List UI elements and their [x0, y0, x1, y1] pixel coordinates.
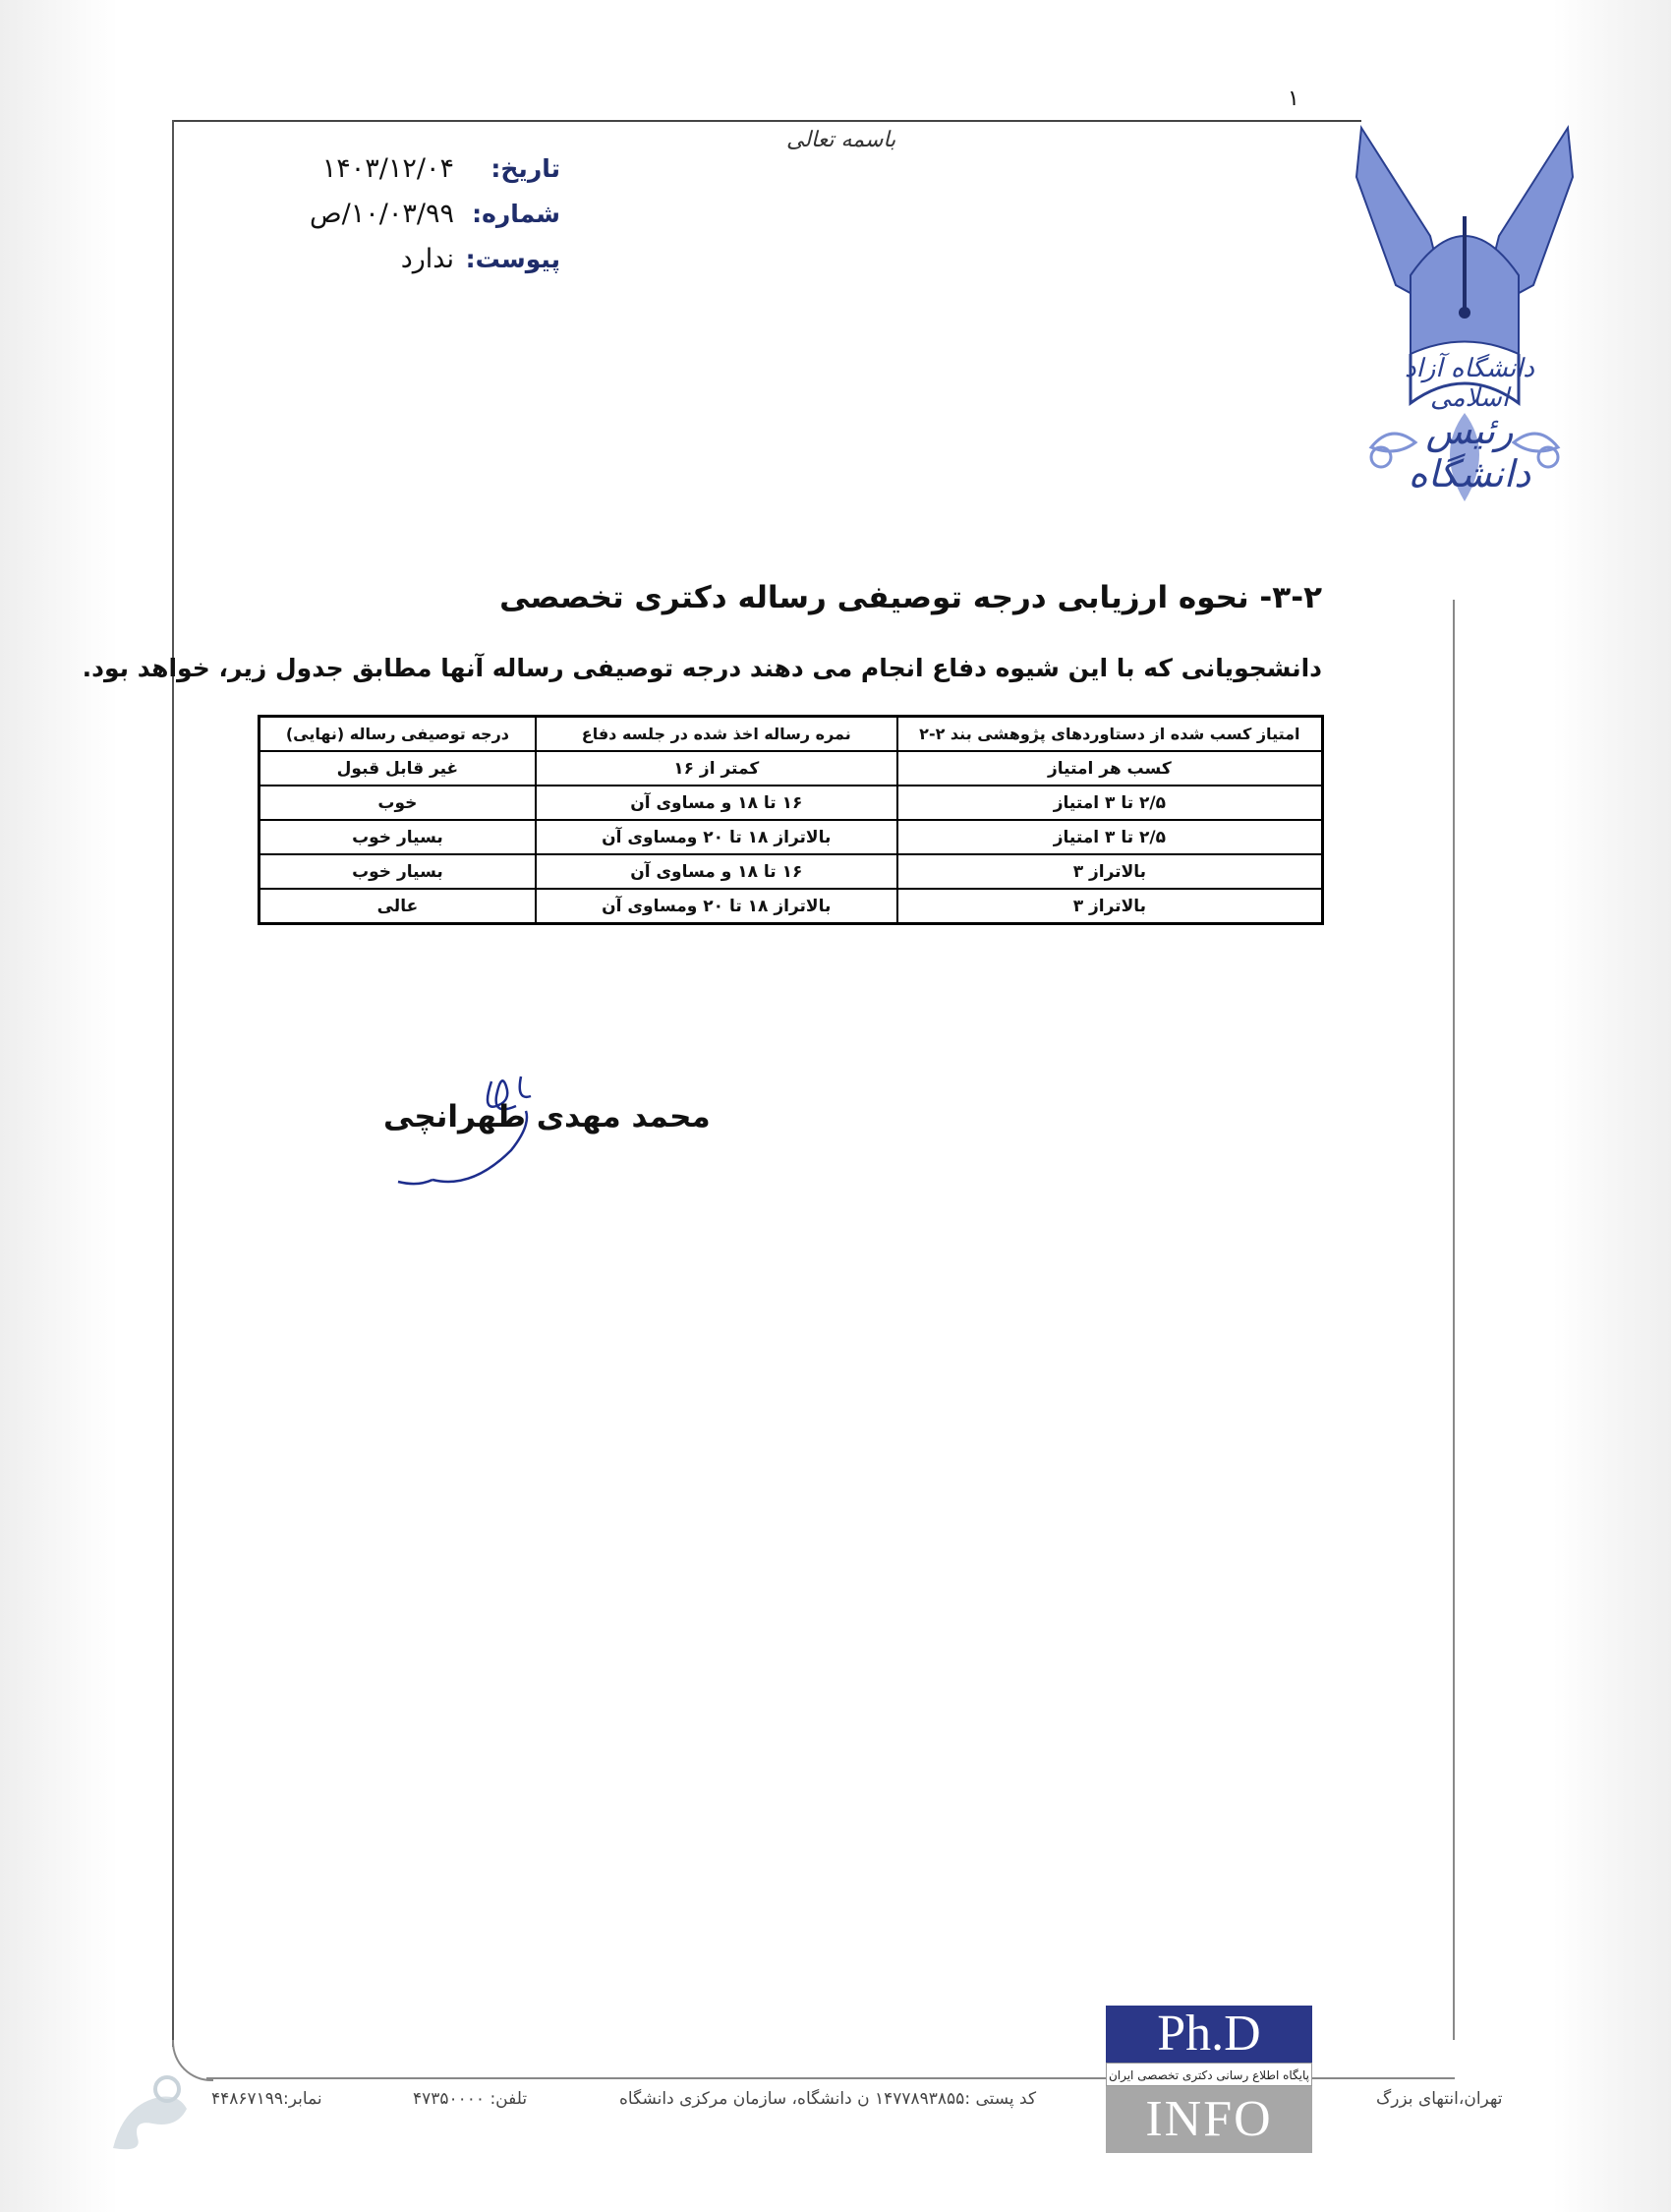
footer-postal-code: کد پستی :۱۴۷۷۸۹۳۸۵۵	[875, 2089, 1037, 2109]
university-name: دانشگاه آزاد اسلامی	[1405, 354, 1534, 413]
letter-header-meta	[246, 146, 560, 281]
page-number: ۱	[1288, 87, 1299, 111]
frame-top-line	[172, 120, 1361, 122]
university-seal-text	[1371, 354, 1568, 495]
number-row	[246, 191, 560, 236]
table-cell: بالاتراز ۳	[897, 854, 1323, 889]
number-value: ۱۰/۰۳/۹۹/ص	[310, 198, 454, 229]
basmala: باسمه تعالی	[786, 128, 896, 152]
frame-right-line	[1453, 600, 1455, 2040]
number-label: شماره:	[472, 199, 560, 228]
grading-table	[258, 715, 1324, 925]
date-row	[246, 146, 560, 191]
table-row	[259, 854, 1323, 889]
footer-address	[619, 2089, 1036, 2109]
table-header-row	[259, 717, 1323, 752]
footer-fax: نمابر:۴۴۸۶۷۱۹۹	[211, 2089, 322, 2109]
date-value: ۱۴۰۳/۱۲/۰۴	[321, 152, 454, 184]
table-row	[259, 889, 1323, 924]
table-cell: بالاتراز ۳	[897, 889, 1323, 924]
intro-paragraph: دانشجویانی که با این شیوه دفاع انجام می دهند درجه توصیفی رساله آنها مطابق جدول زیر، خواهد بود.	[82, 654, 1322, 682]
table-cell: غیر قابل قبول	[259, 751, 536, 786]
attachment-label: پیوست:	[465, 244, 560, 273]
table-cell: کسب هر امتیاز	[897, 751, 1323, 786]
phd-info-badge	[1106, 2006, 1312, 2153]
attachment-value: ندارد	[400, 243, 454, 274]
table-row	[259, 751, 1323, 786]
table-cell: ۱۶ تا ۱۸ و مساوی آن	[536, 786, 897, 820]
footer-phone: تلفن: ۴۷۳۵۰۰۰۰	[413, 2089, 528, 2109]
table-cell: کمتر از ۱۶	[536, 751, 897, 786]
table-cell: بسیار خوب	[259, 820, 536, 854]
column-header: درجه توصیفی رساله (نهایی)	[259, 717, 536, 752]
president-title: رئیس دانشگاه	[1408, 409, 1531, 495]
table-cell: بالاتراز ۱۸ تا ۲۰ ومساوی آن	[536, 820, 897, 854]
phd-badge-bottom: INFO	[1106, 2086, 1312, 2153]
column-header: امتیاز کسب شده از دستاوردهای پژوهشی بند ۲-۲	[897, 717, 1323, 752]
phd-badge-tagline: پایگاه اطلاع رسانی دکتری تخصصی ایران	[1106, 2063, 1312, 2086]
footer-city: تهران،انتهای بزرگ	[1376, 2089, 1503, 2109]
attachment-row	[246, 236, 560, 281]
date-label: تاریخ:	[490, 153, 560, 183]
table-cell: بسیار خوب	[259, 854, 536, 889]
table-cell: ۲/۵ تا ۳ امتیاز	[897, 786, 1323, 820]
table-cell: ۲/۵ تا ۳ امتیاز	[897, 820, 1323, 854]
table-cell: خوب	[259, 786, 536, 820]
ornament-watermark-icon	[93, 2060, 202, 2168]
signer-name: محمد مهدی طهرانچی	[383, 1099, 711, 1135]
phd-badge-top: Ph.D	[1106, 2006, 1312, 2063]
column-header: نمره رساله اخذ شده در جلسه دفاع	[536, 717, 897, 752]
table-cell: عالی	[259, 889, 536, 924]
table-row	[259, 786, 1323, 820]
table-row	[259, 820, 1323, 854]
footer-street: ن دانشگاه، سازمان مرکزی دانشگاه	[619, 2089, 870, 2109]
table-cell: بالاتراز ۱۸ تا ۲۰ ومساوی آن	[536, 889, 897, 924]
table-cell: ۱۶ تا ۱۸ و مساوی آن	[536, 854, 897, 889]
section-title: ۳-۲- نحوه ارزیابی درجه توصیفی رساله دکتری تخصصی	[499, 580, 1322, 615]
frame-left-line	[172, 120, 174, 2047]
